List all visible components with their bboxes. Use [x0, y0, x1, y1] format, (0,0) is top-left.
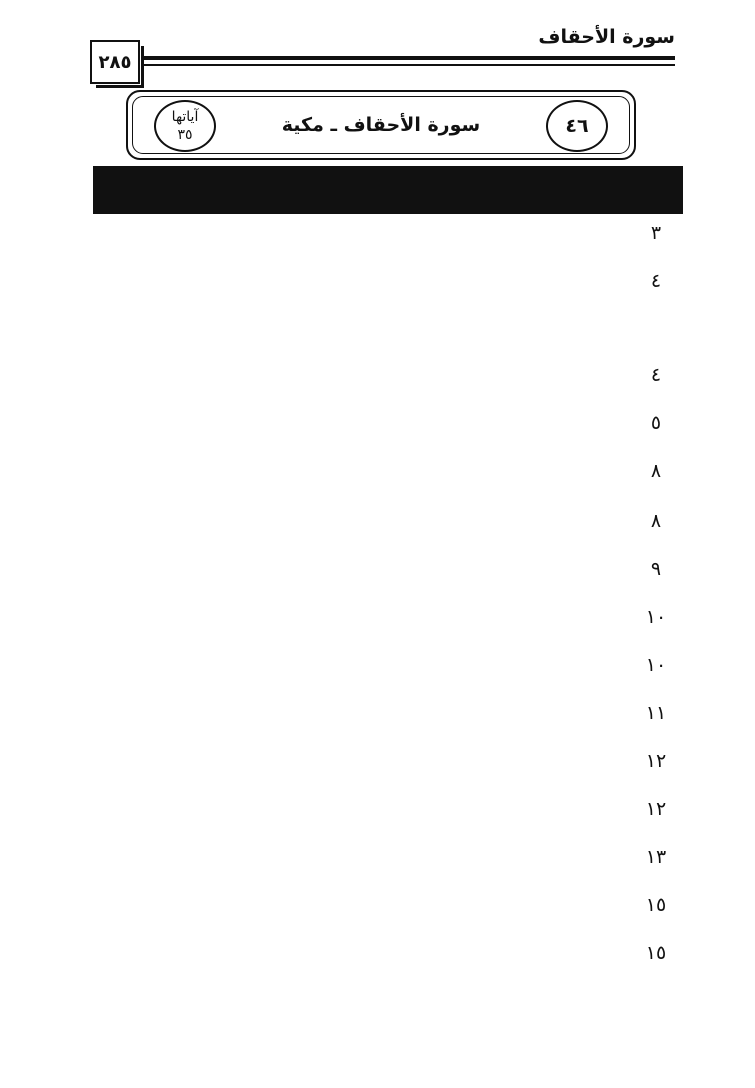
- sura-number: ٤٦: [565, 115, 589, 137]
- verse-number: ٤: [650, 364, 662, 386]
- verse-number: ١٢: [645, 798, 667, 820]
- sura-title: سورة الأحقاف ـ مكية: [281, 114, 481, 136]
- verse-number: ١٠: [645, 654, 667, 676]
- verse-number: ١٢: [645, 750, 667, 772]
- verse-number: ١٠: [645, 606, 667, 628]
- verse-number: ٥: [650, 412, 662, 434]
- verse-number: ٤: [650, 270, 662, 292]
- verse-number: ٨: [650, 460, 662, 482]
- verses-label: آياتها: [171, 109, 199, 125]
- verse-number: ١٥: [645, 942, 667, 964]
- verse-number: ١٥: [645, 894, 667, 916]
- verse-number: ٩: [650, 558, 662, 580]
- verse-number: ٨: [650, 510, 662, 532]
- verses-count: ٣٥: [177, 127, 193, 143]
- verse-number: ٣: [650, 222, 662, 244]
- verse-number: ١١: [645, 702, 667, 724]
- verse-number: ١٣: [645, 846, 667, 868]
- page-number: ٢٨٥: [90, 40, 140, 84]
- running-title: سورة الأحقاف: [538, 26, 675, 48]
